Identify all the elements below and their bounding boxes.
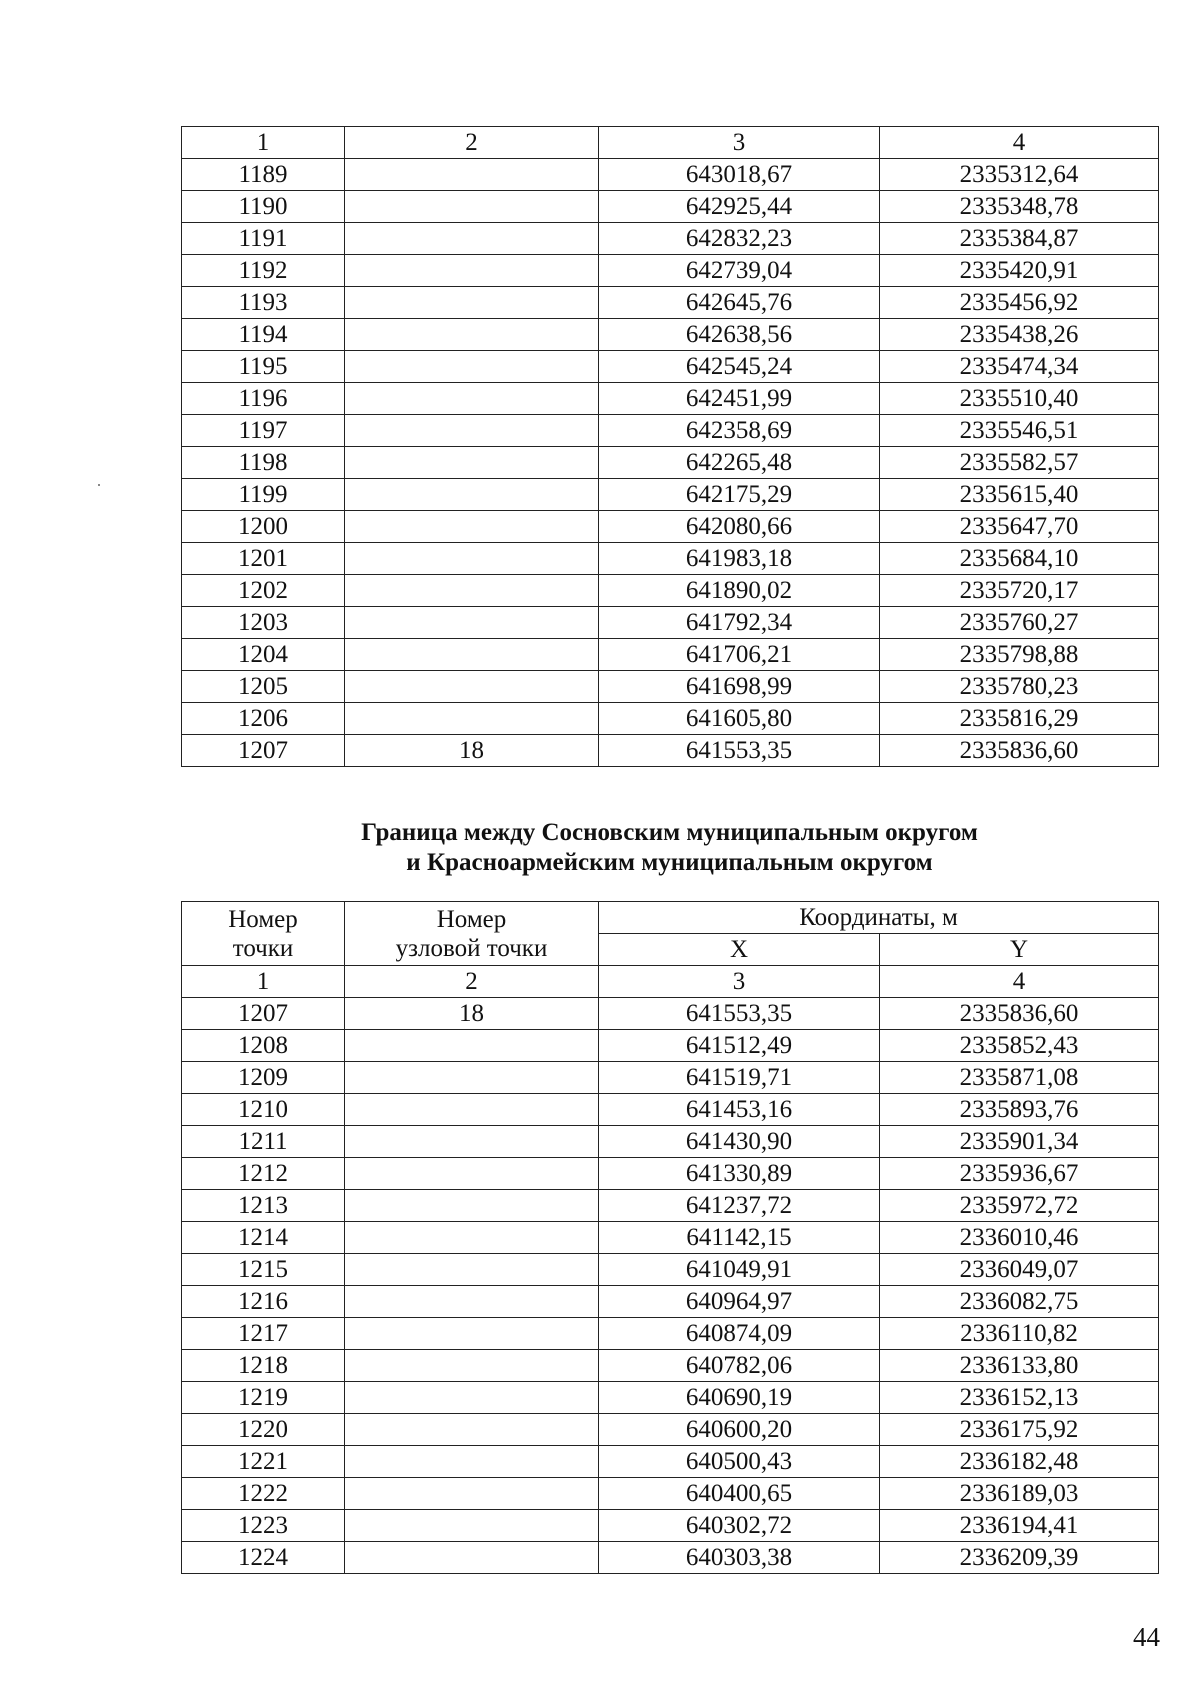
table-row [182, 1286, 1159, 1318]
y-coordinate-cell: 2335936,67 [880, 1158, 1159, 1190]
y-coordinate-cell: 2335720,17 [880, 575, 1159, 607]
point-number-cell: 1206 [182, 703, 345, 735]
y-coordinate-cell: 2335901,34 [880, 1126, 1159, 1158]
node-point-cell [345, 223, 599, 255]
point-number-cell: 1221 [182, 1446, 345, 1478]
node-point-cell [345, 1510, 599, 1542]
table1-number-row [182, 127, 1159, 159]
table-row [182, 1318, 1159, 1350]
y-coordinate-cell: 2335456,92 [880, 287, 1159, 319]
table-row [182, 639, 1159, 671]
x-coordinate-cell: 640874,09 [599, 1318, 880, 1350]
node-point-cell [345, 191, 599, 223]
point-number-cell: 1194 [182, 319, 345, 351]
node-point-cell [345, 1062, 599, 1094]
point-number-cell: 1189 [182, 159, 345, 191]
y-coordinate-cell: 2335474,34 [880, 351, 1159, 383]
point-number-cell: 1200 [182, 511, 345, 543]
x-coordinate-cell: 641605,80 [599, 703, 880, 735]
y-coordinate-cell: 2335852,43 [880, 1030, 1159, 1062]
y-coordinate-cell: 2336133,80 [880, 1350, 1159, 1382]
table-row [182, 1382, 1159, 1414]
y-coordinate-cell: 2336182,48 [880, 1446, 1159, 1478]
node-point-cell [345, 319, 599, 351]
y-coordinate-cell: 2335510,40 [880, 383, 1159, 415]
y-coordinate-cell: 2335348,78 [880, 191, 1159, 223]
y-coordinate-cell: 2335836,60 [880, 735, 1159, 767]
node-point-cell [345, 351, 599, 383]
point-number-header-line-2: точки [232, 934, 294, 962]
table-row [182, 998, 1159, 1030]
point-number-cell: 1209 [182, 1062, 345, 1094]
coordinates-table-continued [181, 126, 1159, 767]
x-coordinate-cell: 641453,16 [599, 1094, 880, 1126]
point-number-cell: 1207 [182, 998, 345, 1030]
y-header: Y [880, 934, 1159, 966]
table-row [182, 159, 1159, 191]
y-coordinate-cell: 2336189,03 [880, 1478, 1159, 1510]
node-point-cell [345, 479, 599, 511]
point-number-cell: 1196 [182, 383, 345, 415]
x-coordinate-cell: 641553,35 [599, 735, 880, 767]
coordinates-header: Координаты, м [599, 902, 1159, 934]
y-coordinate-cell: 2335438,26 [880, 319, 1159, 351]
x-coordinate-cell: 641698,99 [599, 671, 880, 703]
point-number-cell: 1202 [182, 575, 345, 607]
point-number-header-line-1: Номер [228, 905, 298, 933]
y-coordinate-cell: 2336209,39 [880, 1542, 1159, 1574]
table-row [182, 1030, 1159, 1062]
point-number-cell: 1223 [182, 1510, 345, 1542]
node-point-cell [345, 255, 599, 287]
table-row [182, 255, 1159, 287]
x-coordinate-cell: 640964,97 [599, 1286, 880, 1318]
table-row [182, 607, 1159, 639]
point-number-cell: 1199 [182, 479, 345, 511]
point-number-cell: 1218 [182, 1350, 345, 1382]
node-point-cell [345, 1030, 599, 1062]
y-coordinate-cell: 2335684,10 [880, 543, 1159, 575]
table-row [182, 287, 1159, 319]
point-number-cell: 1205 [182, 671, 345, 703]
y-coordinate-cell: 2335972,72 [880, 1190, 1159, 1222]
table-row [182, 1510, 1159, 1542]
node-point-cell [345, 383, 599, 415]
x-coordinate-cell: 642638,56 [599, 319, 880, 351]
point-number-cell: 1219 [182, 1382, 345, 1414]
column-number-4: 4 [880, 966, 1159, 998]
x-coordinate-cell: 643018,67 [599, 159, 880, 191]
x-coordinate-cell: 641142,15 [599, 1222, 880, 1254]
y-coordinate-cell: 2336175,92 [880, 1414, 1159, 1446]
table-row [182, 447, 1159, 479]
table-row [182, 1158, 1159, 1190]
y-coordinate-cell: 2336194,41 [880, 1510, 1159, 1542]
x-coordinate-cell: 642645,76 [599, 287, 880, 319]
node-point-cell [345, 287, 599, 319]
table2-body [182, 902, 1159, 1574]
node-point-cell [345, 543, 599, 575]
y-coordinate-cell: 2335760,27 [880, 607, 1159, 639]
y-coordinate-cell: 2335798,88 [880, 639, 1159, 671]
table-row [182, 511, 1159, 543]
node-point-header-line-2: узловой точки [395, 934, 548, 962]
table-row [182, 415, 1159, 447]
point-number-cell: 1211 [182, 1126, 345, 1158]
x-coordinate-cell: 641553,35 [599, 998, 880, 1030]
x-coordinate-cell: 642545,24 [599, 351, 880, 383]
x-coordinate-cell: 641049,91 [599, 1254, 880, 1286]
table-row [182, 703, 1159, 735]
table-row [182, 1414, 1159, 1446]
section-title-line-2: и Красноармейским муниципальным округом [406, 849, 933, 876]
column-number-3: 3 [599, 966, 880, 998]
x-coordinate-cell: 642925,44 [599, 191, 880, 223]
y-coordinate-cell: 2336152,13 [880, 1382, 1159, 1414]
column-number-3: 3 [599, 127, 880, 159]
x-coordinate-cell: 641792,34 [599, 607, 880, 639]
x-header: X [599, 934, 880, 966]
table-row [182, 383, 1159, 415]
x-coordinate-cell: 642080,66 [599, 511, 880, 543]
column-number-1: 1 [182, 966, 345, 998]
x-coordinate-cell: 642451,99 [599, 383, 880, 415]
table-row [182, 223, 1159, 255]
point-number-cell: 1215 [182, 1254, 345, 1286]
x-coordinate-cell: 642832,23 [599, 223, 880, 255]
point-number-cell: 1198 [182, 447, 345, 479]
node-point-cell [345, 1414, 599, 1446]
node-point-cell [345, 1446, 599, 1478]
scan-speck [98, 484, 100, 486]
node-point-cell [345, 1158, 599, 1190]
table-row [182, 1190, 1159, 1222]
point-number-cell: 1212 [182, 1158, 345, 1190]
point-number-cell: 1213 [182, 1190, 345, 1222]
y-coordinate-cell: 2336082,75 [880, 1286, 1159, 1318]
table2-number-row [182, 966, 1159, 998]
y-coordinate-cell: 2335836,60 [880, 998, 1159, 1030]
y-coordinate-cell: 2336049,07 [880, 1254, 1159, 1286]
x-coordinate-cell: 641512,49 [599, 1030, 880, 1062]
x-coordinate-cell: 641890,02 [599, 575, 880, 607]
node-point-number-header [345, 902, 599, 966]
table2-header-row-1 [182, 902, 1159, 934]
column-number-4: 4 [880, 127, 1159, 159]
table1-body [182, 127, 1159, 767]
y-coordinate-cell: 2335384,87 [880, 223, 1159, 255]
y-coordinate-cell: 2335780,23 [880, 671, 1159, 703]
table-row [182, 671, 1159, 703]
point-number-cell: 1224 [182, 1542, 345, 1574]
node-point-cell: 18 [345, 998, 599, 1030]
point-number-cell: 1192 [182, 255, 345, 287]
x-coordinate-cell: 642265,48 [599, 447, 880, 479]
point-number-cell: 1214 [182, 1222, 345, 1254]
x-coordinate-cell: 640302,72 [599, 1510, 880, 1542]
node-point-cell [345, 671, 599, 703]
node-point-cell [345, 1190, 599, 1222]
point-number-cell: 1204 [182, 639, 345, 671]
node-point-cell [345, 1286, 599, 1318]
y-coordinate-cell: 2335816,29 [880, 703, 1159, 735]
y-coordinate-cell: 2335615,40 [880, 479, 1159, 511]
y-coordinate-cell: 2335893,76 [880, 1094, 1159, 1126]
y-coordinate-cell: 2335420,91 [880, 255, 1159, 287]
point-number-cell: 1197 [182, 415, 345, 447]
section-title-line-1: Граница между Сосновским муниципальным округом [361, 819, 978, 846]
column-number-2: 2 [345, 966, 599, 998]
y-coordinate-cell: 2335312,64 [880, 159, 1159, 191]
node-point-cell [345, 1318, 599, 1350]
table-row [182, 351, 1159, 383]
node-point-cell [345, 415, 599, 447]
point-number-header [182, 902, 345, 966]
table-row [182, 1254, 1159, 1286]
point-number-cell: 1217 [182, 1318, 345, 1350]
column-number-1: 1 [182, 127, 345, 159]
node-point-cell [345, 159, 599, 191]
table-row [182, 1094, 1159, 1126]
x-coordinate-cell: 640782,06 [599, 1350, 880, 1382]
node-point-cell [345, 1382, 599, 1414]
table-row [182, 543, 1159, 575]
y-coordinate-cell: 2336110,82 [880, 1318, 1159, 1350]
node-point-cell [345, 575, 599, 607]
x-coordinate-cell: 641330,89 [599, 1158, 880, 1190]
node-point-cell [345, 511, 599, 543]
y-coordinate-cell: 2335871,08 [880, 1062, 1159, 1094]
table-row [182, 479, 1159, 511]
table-row [182, 1350, 1159, 1382]
point-number-cell: 1190 [182, 191, 345, 223]
node-point-cell [345, 607, 599, 639]
table-row [182, 735, 1159, 767]
column-number-2: 2 [345, 127, 599, 159]
x-coordinate-cell: 641237,72 [599, 1190, 880, 1222]
point-number-cell: 1207 [182, 735, 345, 767]
x-coordinate-cell: 642358,69 [599, 415, 880, 447]
x-coordinate-cell: 640600,20 [599, 1414, 880, 1446]
node-point-cell: 18 [345, 735, 599, 767]
x-coordinate-cell: 641519,71 [599, 1062, 880, 1094]
node-point-cell [345, 447, 599, 479]
x-coordinate-cell: 640500,43 [599, 1446, 880, 1478]
node-point-cell [345, 1222, 599, 1254]
point-number-cell: 1201 [182, 543, 345, 575]
y-coordinate-cell: 2335546,51 [880, 415, 1159, 447]
table-row [182, 575, 1159, 607]
x-coordinate-cell: 641430,90 [599, 1126, 880, 1158]
node-point-cell [345, 639, 599, 671]
x-coordinate-cell: 641706,21 [599, 639, 880, 671]
table-row [182, 1062, 1159, 1094]
table-row [182, 1126, 1159, 1158]
x-coordinate-cell: 640690,19 [599, 1382, 880, 1414]
x-coordinate-cell: 642739,04 [599, 255, 880, 287]
table-row [182, 1478, 1159, 1510]
node-point-cell [345, 1542, 599, 1574]
point-number-cell: 1210 [182, 1094, 345, 1126]
x-coordinate-cell: 640303,38 [599, 1542, 880, 1574]
y-coordinate-cell: 2335647,70 [880, 511, 1159, 543]
x-coordinate-cell: 640400,65 [599, 1478, 880, 1510]
table-row [182, 1222, 1159, 1254]
coordinates-table [181, 901, 1159, 1574]
point-number-cell: 1216 [182, 1286, 345, 1318]
table-row [182, 191, 1159, 223]
point-number-cell: 1220 [182, 1414, 345, 1446]
point-number-cell: 1193 [182, 287, 345, 319]
x-coordinate-cell: 642175,29 [599, 479, 880, 511]
point-number-cell: 1222 [182, 1478, 345, 1510]
node-point-cell [345, 1350, 599, 1382]
node-point-cell [345, 1478, 599, 1510]
point-number-cell: 1195 [182, 351, 345, 383]
node-point-cell [345, 1094, 599, 1126]
point-number-cell: 1208 [182, 1030, 345, 1062]
x-coordinate-cell: 641983,18 [599, 543, 880, 575]
page-number: 44 [1133, 1622, 1160, 1652]
table-row [182, 319, 1159, 351]
point-number-cell: 1191 [182, 223, 345, 255]
table-row [182, 1446, 1159, 1478]
node-point-cell [345, 703, 599, 735]
table-row [182, 1542, 1159, 1574]
node-point-header-line-1: Номер [436, 905, 507, 933]
section-title [181, 818, 1158, 878]
node-point-cell [345, 1126, 599, 1158]
y-coordinate-cell: 2336010,46 [880, 1222, 1159, 1254]
point-number-cell: 1203 [182, 607, 345, 639]
node-point-cell [345, 1254, 599, 1286]
y-coordinate-cell: 2335582,57 [880, 447, 1159, 479]
